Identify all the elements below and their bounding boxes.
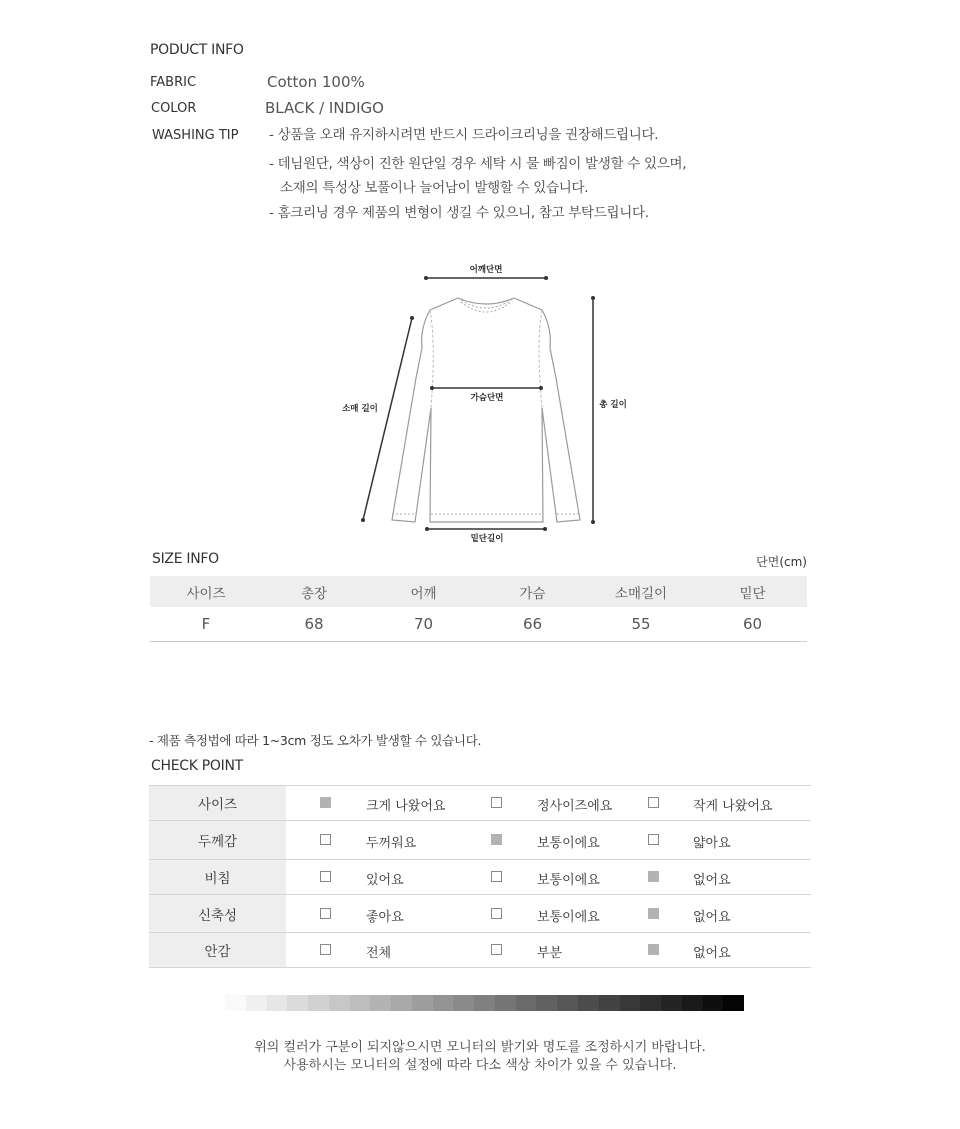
grayscale-step: [391, 995, 412, 1011]
grayscale-step: [308, 995, 329, 1011]
monitor-notice-line-2: 사용하시는 모니터의 설정에 따라 다소 색상 차이가 있을 수 있습니다.: [283, 1058, 677, 1073]
option-label: 좋아요: [366, 910, 404, 925]
fabric-label: FABRIC: [150, 75, 197, 90]
grayscale-step: [599, 995, 620, 1011]
checkbox[interactable]: [320, 944, 331, 955]
option-label: 없어요: [693, 910, 731, 925]
chest-label: 가슴단면: [470, 393, 504, 403]
grayscale-step: [620, 995, 641, 1011]
size-header-cell: 소매길이: [614, 585, 668, 602]
checkbox[interactable]: [491, 834, 502, 845]
grayscale-step: [516, 995, 537, 1011]
check-label: 사이즈: [149, 786, 286, 820]
check-row-size: [149, 786, 811, 821]
check-row-sheerness: [149, 860, 811, 895]
grayscale-step: [661, 995, 682, 1011]
option-label: 보통이에요: [537, 836, 600, 851]
grayscale-step: [495, 995, 516, 1011]
grayscale-step: [578, 995, 599, 1011]
size-cell: F: [201, 615, 211, 633]
size-info-title: SIZE INFO: [152, 551, 219, 567]
option-label: 부분: [537, 946, 563, 961]
checkbox[interactable]: [648, 871, 659, 882]
checkbox[interactable]: [491, 944, 502, 955]
washing-tip-1: - 상품을 오래 유지하시려면 반드시 드라이크리닝을 권장해드립니다.: [269, 127, 659, 143]
grayscale-step: [640, 995, 661, 1011]
check-point-table: [149, 785, 811, 968]
size-header-cell: 밑단: [739, 585, 766, 602]
checkbox[interactable]: [320, 871, 331, 882]
washing-tip-3: 소재의 특성상 보풀이나 늘어남이 발행할 수 있습니다.: [280, 180, 589, 196]
product-info-title: PODUCT INFO: [150, 42, 244, 58]
option-label: 보통이에요: [537, 873, 600, 888]
check-label: 신축성: [149, 895, 286, 932]
size-cell: 68: [304, 615, 324, 633]
option-label: 보통이에요: [537, 910, 600, 925]
grayscale-step: [703, 995, 724, 1011]
checkbox[interactable]: [648, 834, 659, 845]
grayscale-step: [557, 995, 578, 1011]
option-label: 있어요: [366, 873, 404, 888]
grayscale-calibration-strip: [225, 995, 744, 1011]
option-label: 얇아요: [693, 836, 731, 851]
measurement-note: - 제품 측정법에 따라 1~3cm 정도 오차가 발생할 수 있습니다.: [149, 733, 482, 748]
washing-label: WASHING TIP: [152, 128, 239, 143]
checkbox[interactable]: [320, 834, 331, 845]
size-cell: 60: [742, 615, 763, 633]
size-table: [150, 576, 807, 642]
shirt-outline: [392, 298, 580, 522]
check-row-lining: [149, 933, 811, 968]
grayscale-step: [682, 995, 703, 1011]
grayscale-step: [267, 995, 288, 1011]
size-header-cell: 총장: [300, 585, 328, 602]
checkbox[interactable]: [648, 908, 659, 919]
size-header-cell: 가슴: [519, 585, 546, 602]
grayscale-step: [412, 995, 433, 1011]
garment-measurement-diagram: [330, 258, 640, 550]
option-label: 정사이즈에요: [537, 799, 613, 814]
option-label: 작게 나왔어요: [693, 799, 773, 814]
grayscale-step: [329, 995, 350, 1011]
checkbox[interactable]: [320, 908, 331, 919]
size-cell: 66: [522, 615, 543, 633]
size-unit: 단면(cm): [756, 555, 807, 569]
washing-tip-2: - 데님원단, 색상이 진한 원단일 경우 세탁 시 물 빠짐이 발생할 수 있으며,: [269, 156, 687, 172]
checkbox[interactable]: [648, 944, 659, 955]
check-row-stretch: [149, 895, 811, 933]
option-label: 없어요: [693, 946, 731, 961]
option-label: 없어요: [693, 873, 731, 888]
checkbox[interactable]: [491, 871, 502, 882]
size-header-cell: 어깨: [410, 585, 437, 602]
grayscale-step: [350, 995, 371, 1011]
grayscale-step: [536, 995, 557, 1011]
grayscale-step: [723, 995, 744, 1011]
grayscale-step: [246, 995, 267, 1011]
length-label: 총 길이: [599, 400, 627, 410]
option-label: 전체: [366, 946, 392, 961]
grayscale-step: [433, 995, 454, 1011]
size-table-row: [150, 607, 807, 642]
shoulder-label: 어깨단면: [469, 265, 503, 275]
color-label: COLOR: [151, 101, 197, 116]
checkbox[interactable]: [491, 797, 502, 808]
size-cell: 55: [631, 615, 651, 633]
check-label: 두께감: [149, 821, 286, 859]
size-cell: 70: [413, 615, 434, 633]
grayscale-step: [225, 995, 246, 1011]
checkbox[interactable]: [320, 797, 331, 808]
checkbox[interactable]: [648, 797, 659, 808]
size-table-header: [150, 576, 807, 607]
check-point-title: CHECK POINT: [151, 758, 243, 774]
washing-tip-4: - 홈크리닝 경우 제품의 변형이 생길 수 있으니, 참고 부탁드립니다.: [269, 205, 649, 221]
grayscale-step: [453, 995, 474, 1011]
option-label: 크게 나왔어요: [366, 799, 446, 814]
grayscale-step: [370, 995, 391, 1011]
option-label: 두꺼워요: [366, 836, 417, 851]
check-row-thickness: [149, 821, 811, 860]
grayscale-step: [474, 995, 495, 1011]
grayscale-step: [287, 995, 308, 1011]
size-header-cell: 사이즈: [186, 585, 226, 602]
checkbox[interactable]: [491, 908, 502, 919]
monitor-notice-line-1: 위의 컬러가 구분이 되지않으시면 모니터의 밝기와 명도를 조정하시기 바랍니다.: [254, 1040, 706, 1055]
sleeve-label: 소매 길이: [342, 404, 378, 414]
check-label: 비침: [149, 860, 286, 894]
fabric-value: Cotton 100%: [267, 73, 365, 91]
check-label: 안감: [149, 933, 286, 967]
color-value: BLACK / INDIGO: [265, 99, 384, 117]
hem-label: 밑단길이: [470, 534, 504, 544]
